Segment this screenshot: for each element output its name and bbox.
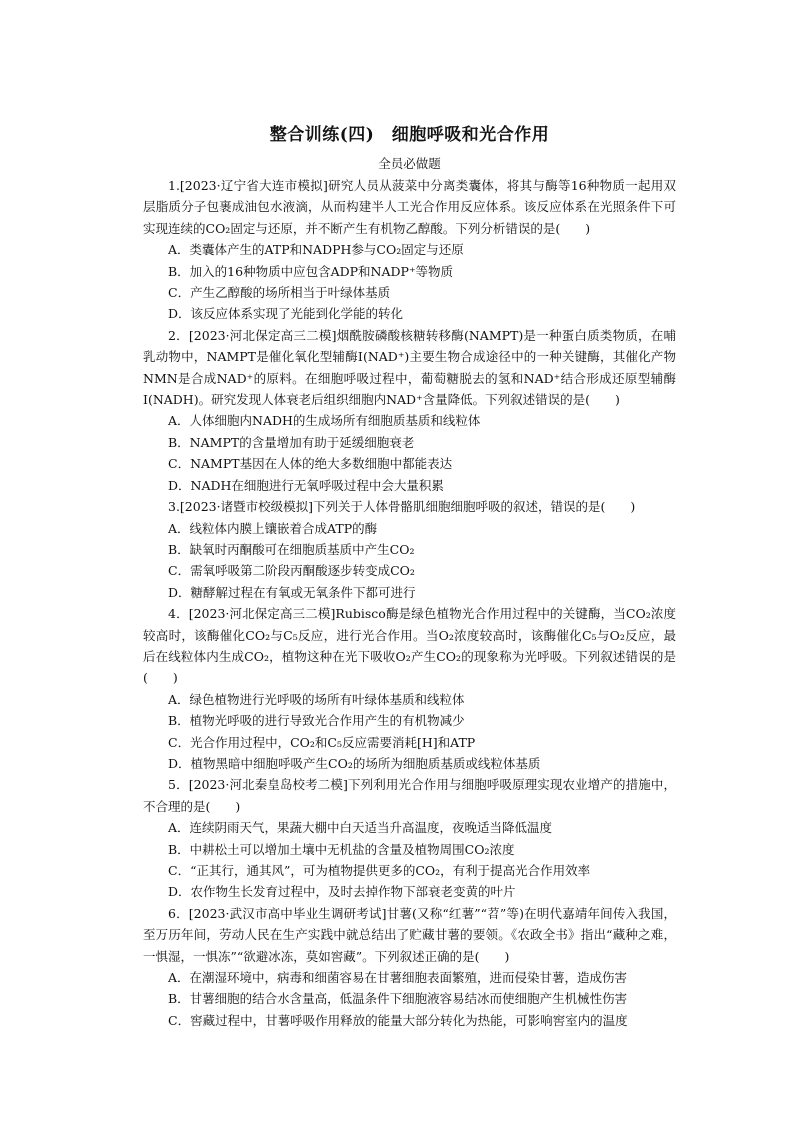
option-b: B．甘薯细胞的结合水含量高，低温条件下细胞液容易结冰而使细胞产生机械性伤害 (168, 991, 628, 1007)
option-b: B．中耕松土可以增加土壤中无机盐的含量及植物周围CO₂浓度 (168, 841, 515, 857)
option-b: B．缺氧时丙酮酸可在细胞质基质中产生CO₂ (168, 541, 415, 557)
question-1 (143, 175, 676, 325)
option-a: A．绿色植物进行光呼吸的场所有叶绿体基质和线粒体 (168, 691, 465, 707)
question-5 (143, 774, 676, 902)
option-d: D．NADH在细胞进行无氧呼吸过程中会大量积累 (168, 477, 444, 493)
page-title: 整合训练(四) 细胞呼吸和光合作用 (269, 125, 550, 145)
option-c: C．需氧呼吸第二阶段丙酮酸逐步转变成CO₂ (168, 563, 415, 579)
question-stem: 2．[2023·河北保定高三二模]烟酰胺磷酸核糖转移酶(NAMPT)是一种蛋白质类物质，在哺乳动物中，NAMPT是催化氧化型辅酶Ⅰ(NAD⁺)主要生物合成途径中的一种关键酶，其催化产物NMN是合成NAD⁺的原料。在细胞呼吸过程中，葡萄糖脱去的氢和NAD⁺结合形成还原型辅酶Ⅰ(NADH)。研究发现人体衰老后组织细胞内NAD⁺含量降低。下列叙述错误的是( ) (143, 327, 676, 408)
option-b: B．加入的16种物质中应包含ADP和NADP⁺等物质 (168, 263, 454, 279)
question-2 (143, 325, 676, 496)
option-a: A．连续阴雨天气，果蔬大棚中白天适当升高温度，夜晚适当降低温度 (168, 820, 553, 836)
question-stem: 5．[2023·河北秦皇岛校考二模]下列利用光合作用与细胞呼吸原理实现农业增产的措施中，不合理的是( ) (143, 777, 676, 814)
option-c: C．“正其行，通其风”，可为植物提供更多的CO₂，有利于提高光合作用效率 (168, 863, 591, 878)
question-stem: 4．[2023·河北保定高三二模]Rubisco酶是绿色植物光合作用过程中的关键酶，当CO₂浓度较高时，该酶催化CO₂与C₅反应，进行光合作用。当O₂浓度较高时，该酶催化C₅与O₂反应，最后在线粒体内生成CO₂，植物这种在光下吸收O₂产生CO₂的现象称为光呼吸。下列叙述错误的是( ) (143, 606, 676, 686)
option-d: D．该反应体系实现了光能到化学能的转化 (168, 306, 404, 322)
option-a: A．类囊体产生的ATP和NADPH参与CO₂固定与还原 (168, 242, 464, 258)
option-c: C．光合作用过程中，CO₂和C₅反应需要消耗[H]和ATP (168, 734, 476, 750)
option-d: D．糖酵解过程在有氧或无氧条件下都可进行 (168, 584, 416, 600)
question-3 (143, 496, 676, 603)
option-a: A．线粒体内膜上镶嵌着合成ATP的酶 (168, 520, 378, 536)
option-d: D．植物黑暗中细胞呼吸产生CO₂的场所为细胞质基质或线粒体基质 (168, 755, 541, 771)
option-b: B．NAMPT的含量增加有助于延缓细胞衰老 (168, 434, 415, 450)
question-6 (143, 903, 676, 1031)
option-c: C．产生乙醇酸的场所相当于叶绿体基质 (168, 285, 391, 301)
option-a: A．人体细胞内NADH的生成场所有细胞质基质和线粒体 (168, 413, 481, 429)
question-stem: 3.[2023·诸暨市校级模拟]下列关于人体骨骼肌细胞细胞呼吸的叙述，错误的是( ) (168, 499, 636, 515)
option-a: A．在潮湿环境中，病毒和细菌容易在甘薯细胞表面繁殖，进而侵染甘薯，造成伤害 (168, 970, 628, 986)
question-4 (143, 603, 676, 774)
section-heading: 全员必做题 (378, 156, 441, 171)
option-c: C．窖藏过程中，甘薯呼吸作用释放的能量大部分转化为热能，可影响窖室内的温度 (168, 1012, 628, 1028)
option-b: B．植物光呼吸的进行导致光合作用产生的有机物减少 (168, 713, 465, 729)
question-stem: 6．[2023·武汉市高中毕业生调研考试]甘薯(又称“红薯”“苕”等)在明代嘉靖年间传入我国，至万历年间，劳动人民在生产实践中就总结出了贮藏甘薯的要领。《农政全书》指出“藏种之难，一惧湿，一惧冻”“欲避冰冻，莫如窖藏”。下列叙述正确的是( ) (143, 905, 676, 964)
question-stem: 1.[2023·辽宁省大连市模拟]研究人员从菠菜中分离类囊体，将其与酶等16种物质一起用双层脂质分子包裹成油包水液滴，从而构建半人工光合作用反应体系。该反应体系在光照条件下可实现连续的CO₂固定与还原，并不断产生有机物乙醇酸。下列分析错误的是( ) (143, 178, 676, 236)
option-d: D．农作物生长发育过程中，及时去掉作物下部衰老变黄的叶片 (168, 884, 516, 900)
option-c: C．NAMPT基因在人体的绝大多数细胞中都能表达 (168, 456, 453, 472)
